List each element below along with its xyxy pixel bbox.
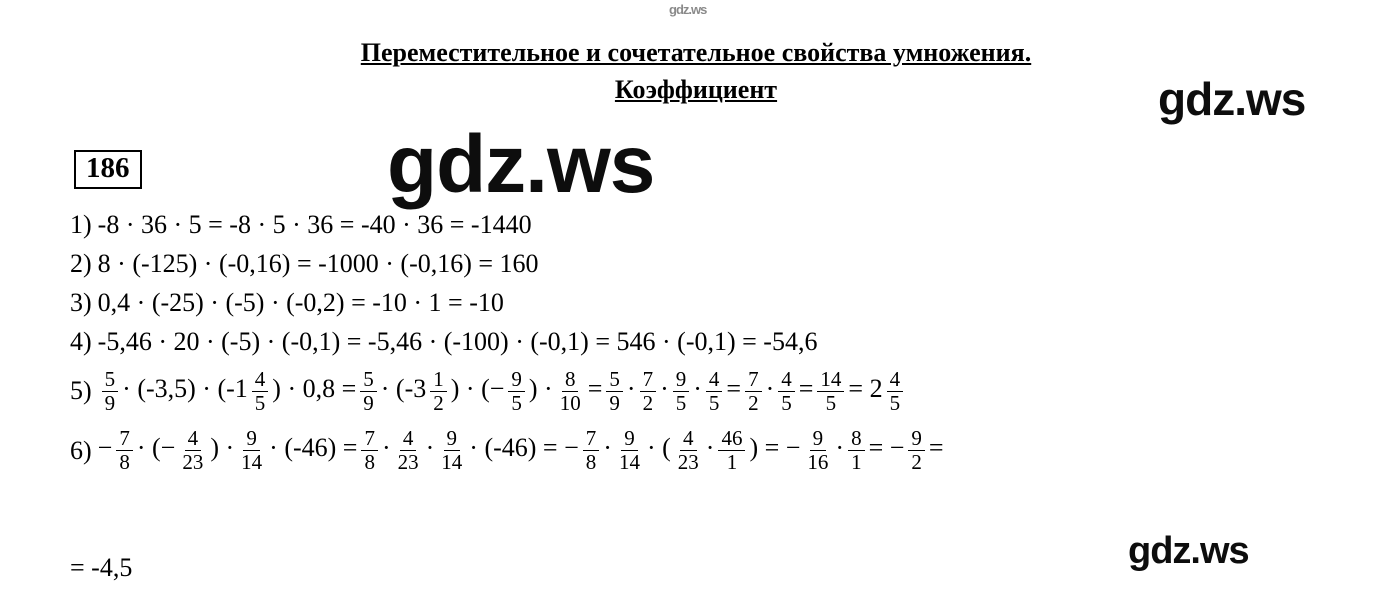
fraction-numerator: 1 <box>430 368 447 392</box>
fraction-denominator: 14 <box>441 450 463 475</box>
fraction-denominator: 2 <box>642 390 654 415</box>
fraction <box>640 368 657 414</box>
fraction-denominator: 8 <box>364 450 375 475</box>
fraction <box>238 427 265 473</box>
fraction-numerator: 9 <box>908 427 925 451</box>
watermark-center: gdz.ws <box>387 119 655 210</box>
fraction-numerator: 4 <box>400 427 417 451</box>
solution-line-5-body <box>98 368 907 414</box>
expression-text: = <box>587 374 603 404</box>
watermark-bottom: gdz.ws <box>1128 530 1249 572</box>
fraction <box>616 427 643 473</box>
fraction-numerator: 7 <box>583 427 600 451</box>
fraction-numerator: 4 <box>680 427 697 451</box>
fraction <box>557 368 584 414</box>
fraction-numerator: 9 <box>444 427 461 451</box>
fraction-denominator: 1 <box>726 450 738 475</box>
watermark-top: gdz.ws <box>669 2 707 17</box>
fraction-denominator: 5 <box>889 390 901 415</box>
fraction <box>252 368 269 414</box>
fraction-denominator: 14 <box>618 450 640 475</box>
fraction-numerator: 4 <box>706 368 723 392</box>
expression-text: · <box>660 374 669 404</box>
expression-text: · <box>425 433 435 463</box>
fraction-numerator: 7 <box>745 368 762 392</box>
fraction-denominator: 10 <box>559 390 581 415</box>
fraction-denominator: 5 <box>708 390 720 415</box>
fraction-numerator: 5 <box>360 368 377 392</box>
solution-line-6-body <box>98 427 944 473</box>
fraction-numerator: 8 <box>848 427 865 451</box>
page-title-line-2: Коэффициент <box>614 74 778 104</box>
exercise-number-badge: 186 <box>74 150 142 189</box>
fraction-numerator: 5 <box>606 368 623 392</box>
fraction <box>116 427 133 473</box>
expression-text: · (− <box>136 433 176 463</box>
solution-line-3-body: 0,4 · (-25) · (-5) · (-0,2) = -10 · 1 = -10 <box>97 288 504 317</box>
solution-line-4 <box>70 329 1380 355</box>
fraction-denominator: 5 <box>511 390 522 415</box>
solution-list <box>70 212 1380 487</box>
fraction-denominator: 9 <box>104 390 116 415</box>
fraction-denominator: 8 <box>585 450 597 475</box>
fraction-numerator: 9 <box>621 427 638 451</box>
fraction-denominator: 2 <box>433 390 444 415</box>
solution-line-6 <box>70 427 1380 473</box>
expression-text: · (-46) = − <box>469 433 579 463</box>
solution-line-2-body: 8 · (-125) · (-0,16) = -1000 · (-0,16) = 160 <box>97 249 539 278</box>
fraction-denominator: 9 <box>609 390 620 415</box>
fraction <box>438 427 465 473</box>
fraction-numerator: 7 <box>640 368 657 392</box>
fraction-numerator: 5 <box>102 368 119 392</box>
fraction-denominator: 23 <box>397 450 419 475</box>
fraction-denominator: 23 <box>182 450 204 475</box>
fraction <box>848 427 865 473</box>
solution-line-1-label: 1) <box>70 210 92 239</box>
fraction-numerator: 4 <box>252 368 269 392</box>
solution-line-1-body: -8 · 36 · 5 = -8 · 5 · 36 = -40 · 36 = -1440 <box>97 210 532 239</box>
fraction-numerator: 7 <box>116 427 133 451</box>
fraction-numerator: 9 <box>673 368 690 392</box>
expression-text: · (-3,5) · (-1 <box>122 374 248 404</box>
solution-line-2-label: 2) <box>70 249 92 278</box>
fraction-numerator: 9 <box>508 368 525 392</box>
fraction <box>778 368 795 414</box>
fraction <box>745 368 762 414</box>
expression-text: ) = − <box>749 433 801 463</box>
solution-line-1 <box>70 212 1380 238</box>
fraction-denominator: 2 <box>911 450 922 475</box>
fraction-numerator: 4 <box>778 368 795 392</box>
fraction-denominator: 8 <box>119 450 130 475</box>
fraction <box>361 427 378 473</box>
fraction-denominator: 23 <box>677 450 699 475</box>
expression-text: ) · 0,8 = <box>272 374 357 404</box>
fraction <box>583 427 600 473</box>
fraction <box>675 427 702 473</box>
expression-text: · <box>835 433 845 463</box>
solution-line-3 <box>70 290 1380 316</box>
fraction-numerator: 14 <box>817 368 844 392</box>
expression-text: = <box>928 433 944 463</box>
fraction <box>508 368 525 414</box>
fraction <box>395 427 422 473</box>
fraction-numerator: 8 <box>562 368 579 392</box>
fraction <box>360 368 377 414</box>
expression-text: = <box>726 374 742 404</box>
expression-text: ) · <box>528 374 553 404</box>
expression-text: · <box>705 433 715 463</box>
solution-line-2 <box>70 251 1380 277</box>
solution-line-5-label: 5) <box>70 376 92 406</box>
solution-line-4-label: 4) <box>70 327 92 356</box>
fraction-denominator: 5 <box>781 390 792 415</box>
fraction <box>908 427 925 473</box>
solution-line-4-body: -5,46 · 20 · (-5) · (-0,1) = -5,46 · (-100) · (-0,1) = 546 · (-0,1) = -54,6 <box>97 327 818 356</box>
expression-text: = <box>798 374 814 404</box>
fraction-denominator: 2 <box>748 390 759 415</box>
fraction-numerator: 4 <box>887 368 904 392</box>
fraction <box>706 368 723 414</box>
fraction-denominator: 14 <box>241 450 263 475</box>
fraction-denominator: 9 <box>363 390 374 415</box>
solution-line-3-label: 3) <box>70 288 92 317</box>
expression-text: · <box>381 433 391 463</box>
fraction <box>430 368 447 414</box>
fraction <box>102 368 119 414</box>
expression-text: ) · <box>210 433 235 463</box>
expression-text: · <box>765 374 775 404</box>
fraction <box>673 368 690 414</box>
fraction <box>817 368 844 414</box>
expression-text: · <box>603 433 612 463</box>
fraction <box>804 427 831 473</box>
fraction-numerator: 9 <box>243 427 260 451</box>
watermark-right: gdz.ws <box>1158 73 1306 125</box>
fraction <box>179 427 206 473</box>
expression-text: = − <box>868 433 905 463</box>
solution-line-6-label: 6) <box>70 435 92 465</box>
solution-line-7: = -4,5 <box>70 553 133 582</box>
fraction-numerator: 4 <box>185 427 202 451</box>
expression-text: · <box>693 374 702 404</box>
expression-text: · ( <box>646 433 671 463</box>
fraction-denominator: 5 <box>825 390 837 415</box>
expression-text: ) · (− <box>450 374 505 404</box>
page-title <box>0 36 1392 108</box>
fraction <box>606 368 623 414</box>
expression-text: · (-3 <box>380 374 427 404</box>
fraction-denominator: 16 <box>807 450 829 475</box>
expression-text: · <box>626 374 636 404</box>
fraction-denominator: 1 <box>851 450 862 475</box>
expression-text: − <box>97 433 113 463</box>
fraction-denominator: 5 <box>254 390 266 415</box>
fraction <box>718 427 745 473</box>
solution-line-5 <box>70 368 1380 414</box>
fraction-numerator: 7 <box>361 427 378 451</box>
page-title-line-1: Переместительное и сочетательное свойства умножения. <box>360 38 1032 67</box>
fraction-denominator: 5 <box>675 390 687 415</box>
fraction-numerator: 46 <box>718 427 745 451</box>
fraction <box>887 368 904 414</box>
fraction-numerator: 9 <box>810 427 827 451</box>
expression-text: · (-46) = <box>269 433 358 463</box>
expression-text: = 2 <box>848 374 883 404</box>
